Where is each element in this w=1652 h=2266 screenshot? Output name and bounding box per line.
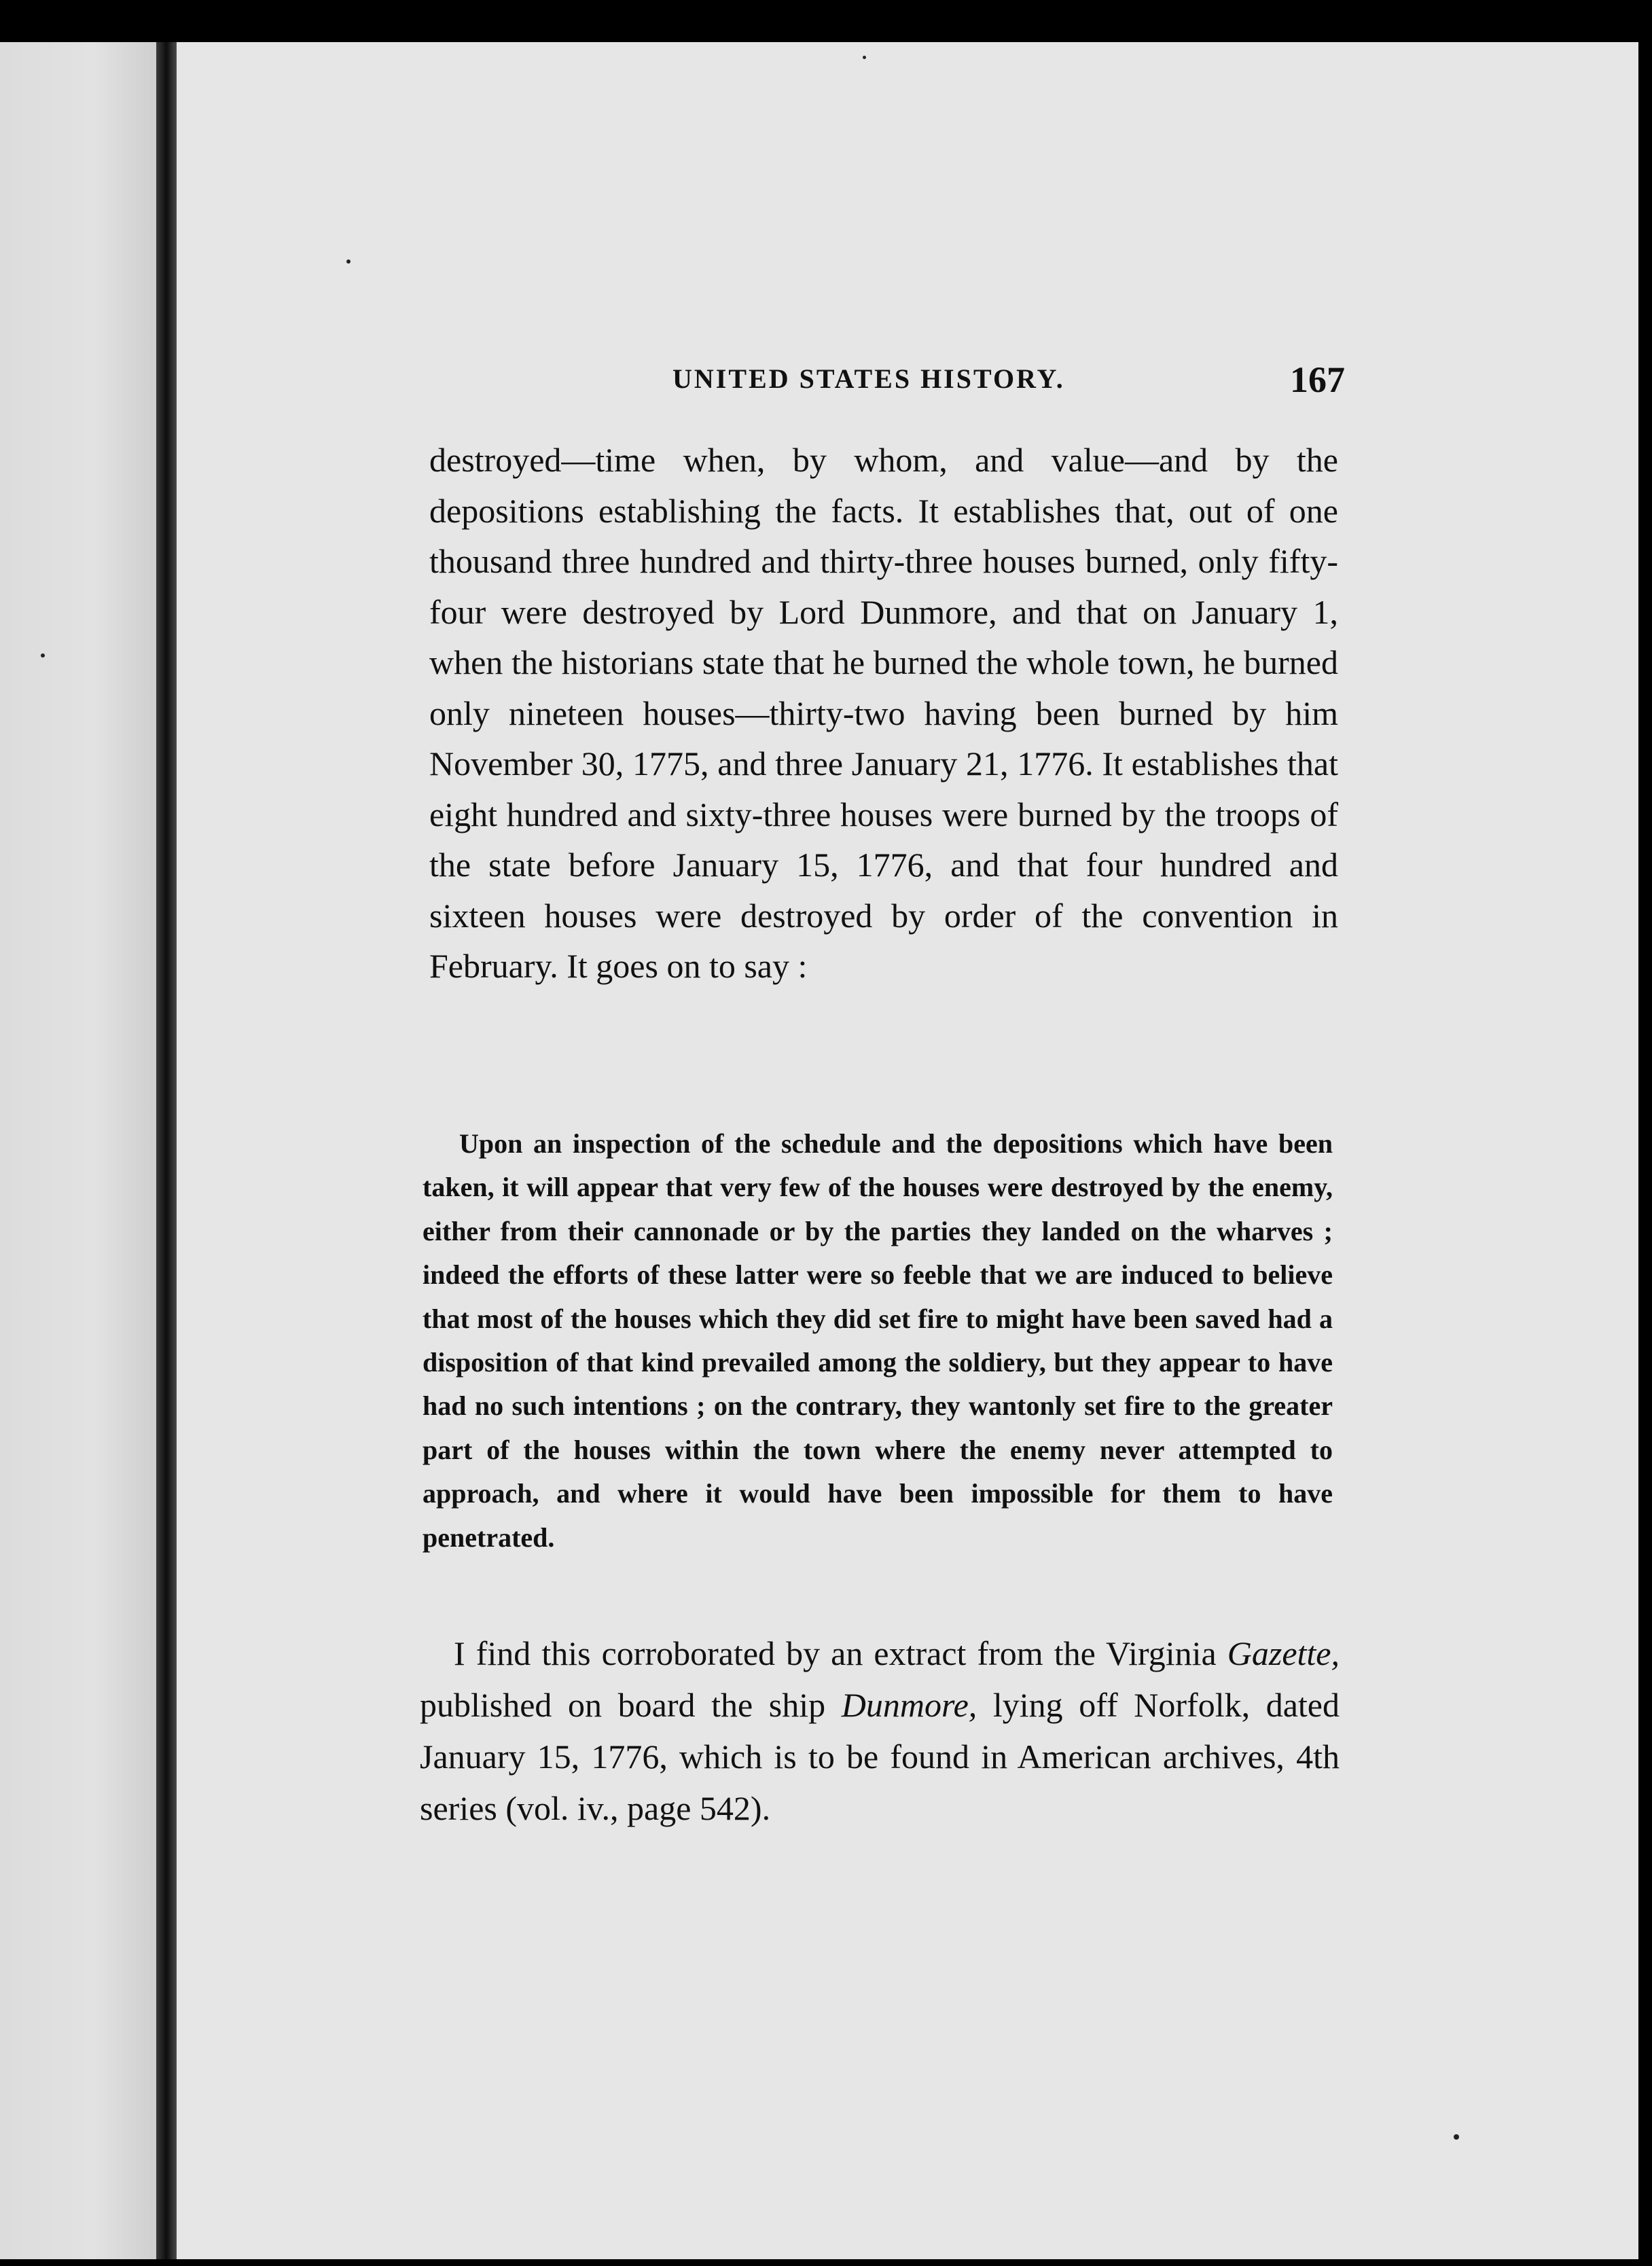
dunmore-italic: Dunmore, [841,1686,977,1724]
closing-paragraph [420,1627,1340,1834]
body-paragraph [429,435,1338,992]
left-page-edge [0,42,156,2266]
closing-text-part-2: published on board the ship [420,1686,842,1724]
page-number: 167 [1290,359,1345,400]
paper-speck [346,259,351,264]
closing-text-part-1: I find this corroborated by an extract from the Virginia [454,1634,1227,1672]
running-title: UNITED STATES HISTORY. [672,363,1065,394]
paper-speck [1454,2134,1459,2140]
closing-text-part-3: lying off Norfolk, dated January 15, 1776, which is to be found in American archives, 4th series (vol. iv., page 542). [420,1686,1340,1827]
book-gutter [156,42,177,2266]
paper-speck [41,653,45,658]
scan-top-border [0,0,1652,42]
gazette-italic: Gazette, [1227,1634,1340,1672]
paragraph-text: destroyed—time when, by whom, and value—and by the depositions establishing the facts. It establishes that, out of one thousand three hundred and thirty-three houses burned, only fifty-four were destroyed by Lord Dunmore, and that on January 1, when the historians state that he burned the whole town, he burned only nineteen houses—thirty-two having been burned by him November 30, 1775, and three January 21, 1776. It establishes that eight hundred and sixty-three houses were burned by the troops of the state before January 15, 1776, and that four hundred and sixteen houses were destroyed by order of the convention in February. It goes on to say : [429,441,1338,985]
scan-right-border [1638,42,1652,2266]
quote-text: Upon an inspection of the schedule and the depositions which have been taken, it will appear that very few of the houses were destroyed by the enemy, either from their cannonade or by the parties they landed on the wharves ; indeed the efforts of these latter were so feeble that we are induced to believe that most of the houses which they did set fire to might have been saved had a disposition of that kind prevailed among the soldiery, but they appear to have had no such intentions ; on the contrary, they wantonly set fire to the greater part of the houses within the town where the enemy never attempted to approach, and where it would have been impossible for them to have penetrated. [423,1128,1333,1553]
closing-paragraph-text [420,1627,1340,1834]
block-quote [423,1122,1333,1560]
scan-bottom-border [0,2259,1652,2266]
paper-speck [863,56,866,59]
running-head [672,359,1345,399]
